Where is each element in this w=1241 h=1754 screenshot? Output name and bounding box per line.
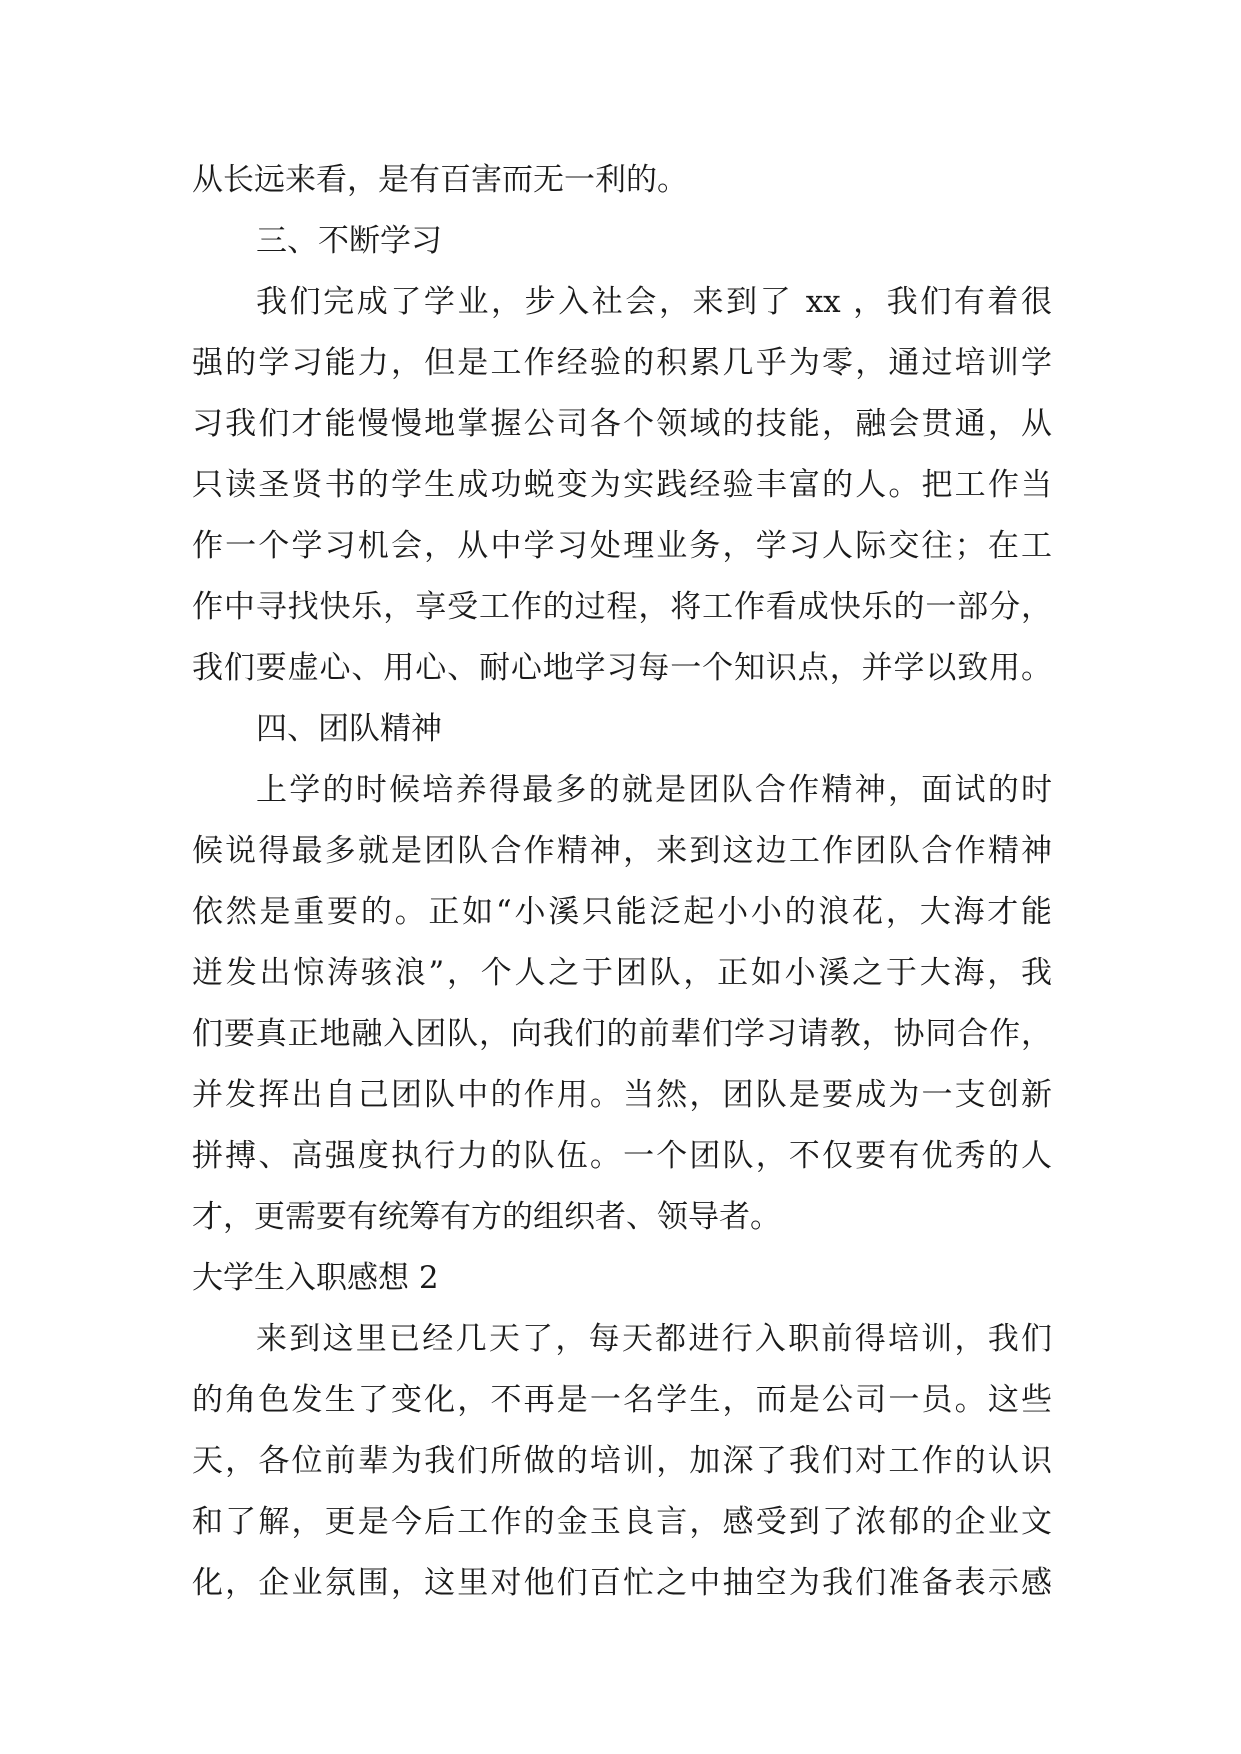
section-heading: 四、团队精神 — [256, 711, 442, 747]
paragraph-line: 和了解，更是今后工作的金玉良言，感受到了浓郁的企业文 — [192, 1504, 1052, 1540]
section-heading: 三、不断学习 — [256, 223, 442, 259]
paragraph-line: 来到这里已经几天了，每天都进行入职前得培训，我们 — [256, 1321, 1052, 1357]
paragraph-line: 迸发出惊涛骇浪”，个人之于团队，正如小溪之于大海，我 — [192, 955, 1052, 991]
paragraph-line: 的角色发生了变化，不再是一名学生，而是公司一员。这些 — [192, 1382, 1052, 1418]
paragraph-line: 并发挥出自己团队中的作用。当然，团队是要成为一支创新 — [192, 1077, 1052, 1113]
paragraph-line: 化，企业氛围，这里对他们百忙之中抽空为我们准备表示感 — [192, 1565, 1052, 1601]
paragraph-line: 才，更需要有统筹有方的组织者、领导者。 — [192, 1199, 781, 1235]
paragraph-line: 依然是重要的。正如“小溪只能泛起小小的浪花，大海才能 — [192, 894, 1052, 930]
paragraph-line: 习我们才能慢慢地掌握公司各个领域的技能，融会贯通，从 — [192, 406, 1052, 442]
paragraph-line: 天，各位前辈为我们所做的培训，加深了我们对工作的认识 — [192, 1443, 1052, 1479]
paragraph-line: 作一个学习机会，从中学习处理业务，学习人际交往；在工 — [192, 528, 1052, 564]
paragraph-line: 拼搏、高强度执行力的队伍。一个团队，不仅要有优秀的人 — [192, 1138, 1052, 1174]
paragraph-line: 我们要虚心、用心、耐心地学习每一个知识点，并学以致用。 — [192, 650, 1052, 686]
paragraph-line: 作中寻找快乐，享受工作的过程，将工作看成快乐的一部分， — [192, 589, 1052, 625]
paragraph-line: 从长远来看，是有百害而无一利的。 — [192, 162, 688, 198]
paragraph-line: 我们完成了学业，步入社会，来到了 xx ，我们有着很 — [256, 284, 1052, 320]
paragraph-line: 上学的时候培养得最多的就是团队合作精神，面试的时 — [256, 772, 1052, 808]
document-page — [192, 150, 1052, 1614]
paragraph-line: 候说得最多就是团队合作精神，来到这边工作团队合作精神 — [192, 833, 1052, 869]
paragraph-line: 强的学习能力，但是工作经验的积累几乎为零，通过培训学 — [192, 345, 1052, 381]
paragraph-line: 只读圣贤书的学生成功蜕变为实践经验丰富的人。把工作当 — [192, 467, 1052, 503]
paragraph-line: 们要真正地融入团队，向我们的前辈们学习请教，协同合作， — [192, 1016, 1052, 1052]
article-title: 大学生入职感想 2 — [192, 1260, 439, 1296]
